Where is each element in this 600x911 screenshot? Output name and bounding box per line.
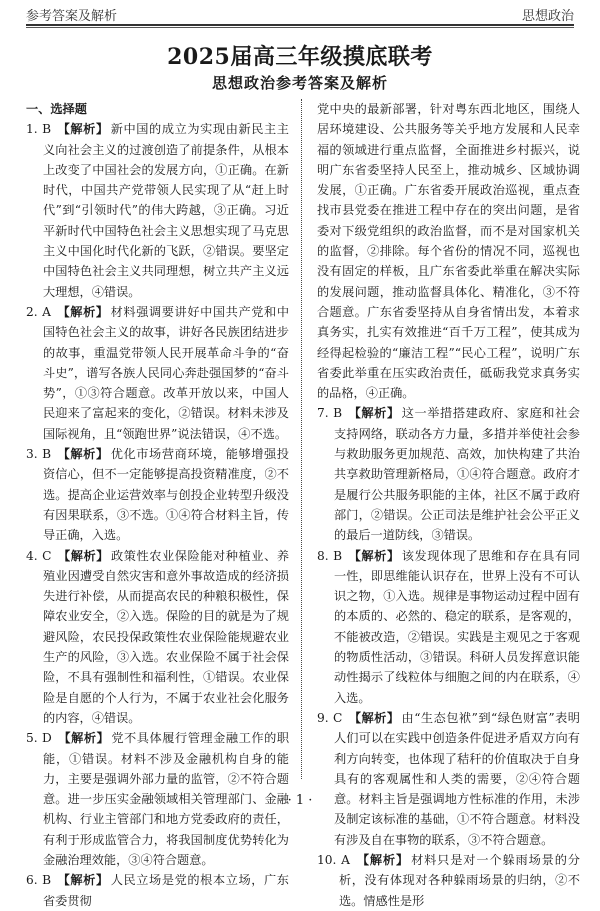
answer-text: 新中国的成立为实现由新民主主义向社会主义的过渡创造了前提条件，从根本上改变了中国社会的发展方向，①正确。在新时代，中国共产党带领人民实现了从“赶上时代”到“引领时代”的伟大跨越，③正确。习近平新时代中国特色社会主义思想实现了马克思主义中国化时代化新的飞跃，②错误。要坚定中国特色社会主义共同理想，树立共产主义远大理想，④错误。	[43, 122, 289, 299]
answer-text: 党不具体履行管理金融工作的职能，①错误。材料不涉及金融机构自身的能力，主要是强调外部力量的监管，②不符合题意。进一步压实金融领域相关管理部门、金融机构、行业主管部门和地方党委政府的责任，有利于形成监管合力，将我国制度优势转化为金融治理效能，③④符合题意。	[43, 731, 290, 867]
answer-number: 5. D	[26, 731, 52, 746]
answer-continuation	[317, 99, 580, 403]
analysis-tag: 【解析】	[57, 548, 109, 563]
section-heading: 一、选择题	[26, 102, 87, 116]
answer-item	[26, 870, 289, 911]
answer-text: 这一举措搭建政府、家庭和社会支持网络，联动各方力量，多措并举使社会参与救助服务更加规范、高效，加快构建了共治共享救助管理新格局，①④符合题意。政府才是履行公共服务职能的主体，社区不属于政府部门，②错误。公正司法是维护社会公平正义的最后一道防线，③错误。	[334, 406, 580, 543]
analysis-tag: 【解析】	[348, 710, 400, 725]
answer-item	[317, 546, 580, 708]
right-column	[303, 99, 580, 908]
analysis-tag: 【解析】	[57, 873, 109, 888]
answer-text: 人民立场是党的根本立场，广东省委贯彻	[43, 873, 289, 908]
running-header-right: 思想政治	[521, 9, 574, 24]
analysis-tag: 【解析】	[56, 304, 109, 319]
analysis-tag: 【解析】	[348, 548, 400, 563]
answer-item	[26, 119, 289, 302]
answer-text: 该发现体现了思维和存在具有同一性，即思维能认识存在，世界上没有不可认识之物，①入选。规律是事物运动过程中固有的本质的、必然的、稳定的联系，是客观的，不能被改造，②错误。实践是主观见之于客观的物质性活动，③错误。科研人员发挥意识能动性揭示了线粒体与细胞之间的内在联系，④入选。	[334, 548, 580, 705]
running-header-left: 参考答案及解析	[26, 9, 118, 24]
document-subtitle: 思想政治参考答案及解析	[211, 74, 388, 92]
analysis-tag: 【解析】	[348, 406, 400, 421]
answer-text: 材料只是对一个躲雨场景的分析，没有体现对各种躲雨场景的归纳，②不选。情感性是形	[339, 852, 580, 908]
answer-item	[26, 302, 289, 444]
answer-text: 优化市场营商环境，能够增强投资信心，但不一定能够提高投资精准度，②不选。提高企业运营效率与创投企业转型升级没有因果联系，③不选。①④符合材料主旨，传导正确，入选。	[43, 447, 289, 543]
answer-text: 由“生态包袱”到“绿色财富”表明人们可以在实践中创造条件促进矛盾双方向有利方向转变，也体现了秸秆的价值取决于自身具有的客观属性和人类的需要，②④符合题意。材料主旨是强调地方性标准的作用，未涉及制定该标准的基础，①不符合题意。材料没有涉及自在事物的联系，③不符合题意。	[334, 710, 580, 847]
column-divider	[301, 99, 303, 789]
answer-number: 7. B	[317, 406, 343, 421]
analysis-tag: 【解析】	[57, 447, 109, 462]
answer-text: 材料强调要讲好中国共产党和中国特色社会主义的故事，讲好各民族团结进步的故事，重温党带领人民开展革命斗争的“奋斗史”，谱写各族人民同心奔赴强国梦的“奋斗势”，①③符合题意。改革开放以来，中国人民迎来了富起来的变化，②错误。材料未涉及国际视角，且“领跑世界”说法错误，④不选。	[43, 304, 290, 441]
answer-number: 2. A	[26, 304, 51, 319]
answer-number: 3. B	[26, 447, 52, 462]
analysis-tag: 【解析】	[355, 852, 410, 867]
answer-text: 政策性农业保险能对种植业、养殖业因遭受自然灾害和意外事故造成的经济损失进行补偿，从而提高农民的种粮积极性，保障农业安全，②入选。保险的目的就是为了规避风险，农民投保政策性农业保险能规避农业生产的风险，③入选。农业保险不属于社会保险，不具有强制性和福利性，①错误。农业保险是自愿的个人行为，不属于农业社会化服务的内容，④错误。	[43, 548, 290, 725]
analysis-tag: 【解析】	[57, 122, 109, 137]
dotted-divider-line	[301, 99, 302, 779]
answer-number: 9. C	[317, 710, 343, 725]
answer-number: 4. C	[26, 548, 52, 563]
left-column	[26, 99, 301, 908]
answer-item	[26, 546, 289, 729]
header-rule	[26, 24, 574, 28]
answer-item	[317, 403, 580, 545]
answer-item	[317, 850, 580, 911]
answer-number: 10. A	[317, 852, 350, 867]
running-header	[26, 4, 574, 24]
answer-number: 8. B	[317, 548, 343, 563]
document-title: 2025届高三年级摸底联考	[167, 44, 433, 70]
answer-number: 1. B	[26, 122, 52, 137]
two-column-body	[26, 99, 580, 908]
answer-number: 6. B	[26, 873, 52, 888]
page-number: · 1 ·	[287, 793, 313, 808]
analysis-tag: 【解析】	[57, 731, 110, 746]
answer-item	[26, 444, 289, 545]
answer-text: 党中央的最新部署，针对粤东西北地区，围绕人居环境建设、公共服务等关乎地方发展和人民幸福的领域进行重点监督，全面推进乡村振兴，说明广东省委坚持人民至上，推动城乡、区域协调发展，①正确。广东省委开展政治巡视，重点查找市县党委在推进工程中存在的突出问题，是省委对下级党组织的政治监督，而不是对国家机关的监督，②排除。每个省份的情况不同，巡视也没有固定的样板，且广东省委此举重在解决实际的发展问题，推动监督具体化、精准化，③不符合题意。广东省委坚持从自身省情出发，本着求真务实，扎实有效推进“百千万工程”，使其成为经得起检验的“廉洁工程”“民心工程”，说明广东省委此举重在压实政治责任，砥砺我党求真务实的品格，④正确。	[317, 102, 580, 401]
